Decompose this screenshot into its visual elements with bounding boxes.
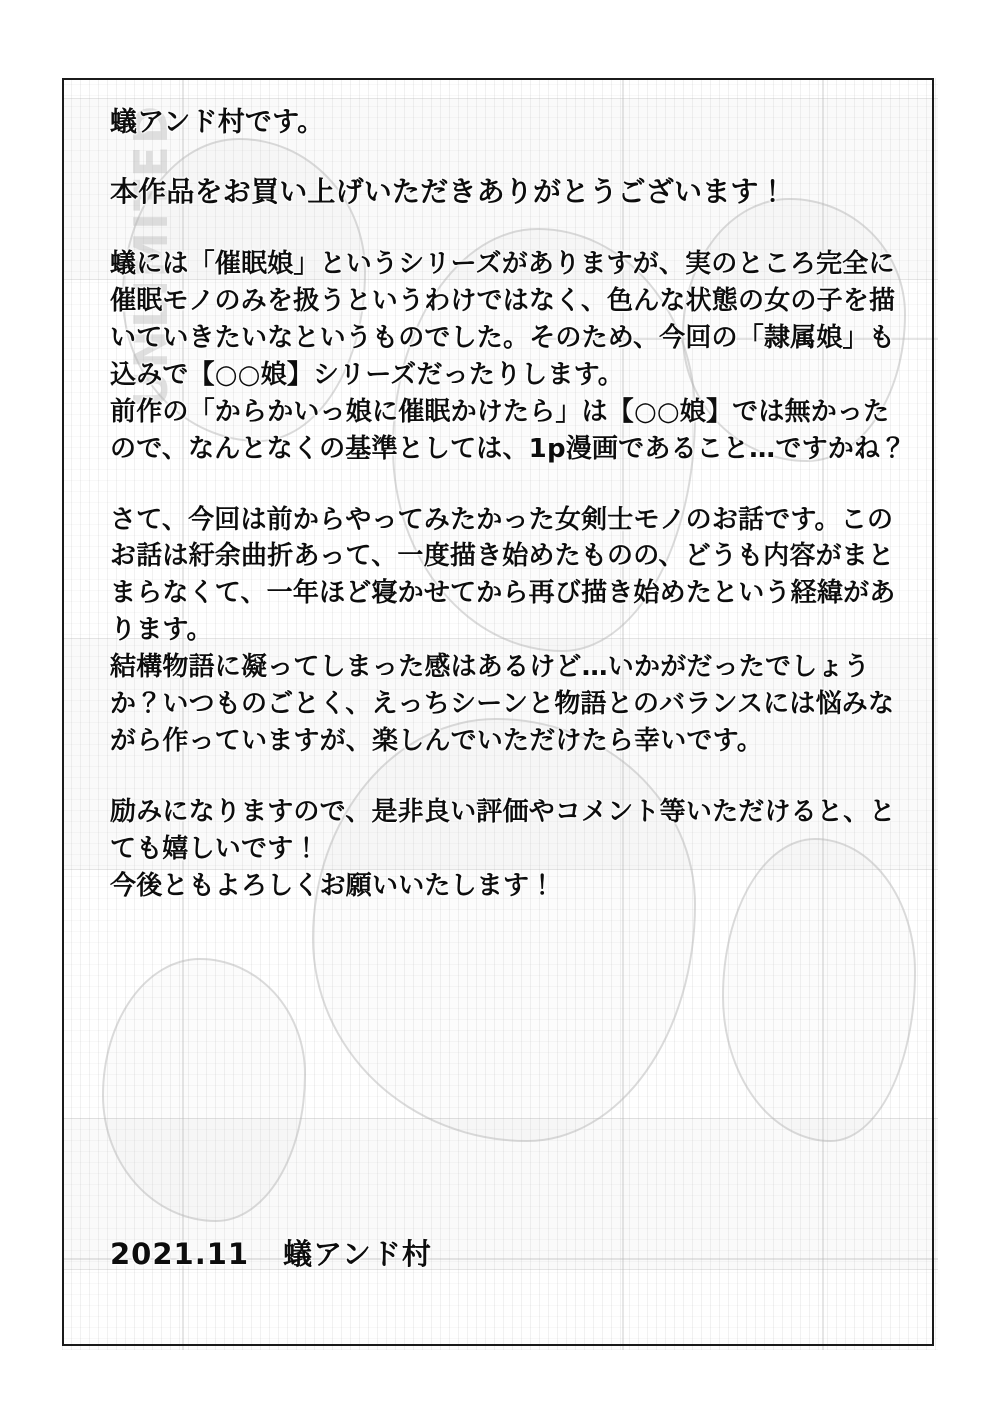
art-shape-object-lower-left: [102, 958, 306, 1222]
afterword-paragraph-6: 今後ともよろしくお願いいたします！: [110, 870, 556, 901]
afterword-body: [110, 104, 910, 931]
afterword-greeting: 蟻アンド村です。: [110, 107, 325, 138]
signature-date: 2021.11: [110, 1237, 250, 1271]
afterword-paragraph-4: 結構物語に凝ってしまった感はあるけど…いかがだったでしょうか？いつものごとく、えっちシーンと物語とのバランスには悩みながら作っていますが、楽しんでいただけたら幸いです。: [110, 652, 895, 756]
signature: [110, 1232, 432, 1273]
afterword-paragraph-3: さて、今回は前からやってみたかった女剣士モノのお話です。このお話は紆余曲折あって、一度描き始めたものの、どうも内容がまとまらなくて、一年ほど寝かせてから再び描き始めたという経緯があります。: [110, 504, 896, 646]
afterword-thanks: 本作品をお買い上げいただきありがとうございます！: [110, 175, 787, 209]
afterword-paragraph-2: 前作の「からかいっ娘に催眠かけたら」は【○○娘】では無かったので、なんとなくの基準としては、1p漫画であること…ですかね？: [110, 396, 907, 464]
afterword-paragraph-5: 励みになりますので、是非良い評価やコメント等いただけると、とても嬉しいです！: [110, 796, 896, 864]
afterword-paragraph-1: 蟻には「催眠娘」というシリーズがありますが、実のところ完全に催眠モノのみを扱うというわけではなく、色んな状態の女の子を描いていきたいなというものでした。そのため、今回の「隷属娘」も込みで【○○娘】シリーズだったりします。: [110, 249, 896, 390]
signature-author: 蟻アンド村: [283, 1237, 432, 1271]
artwork-ghost-text: UNLIMITED: [124, 103, 178, 408]
